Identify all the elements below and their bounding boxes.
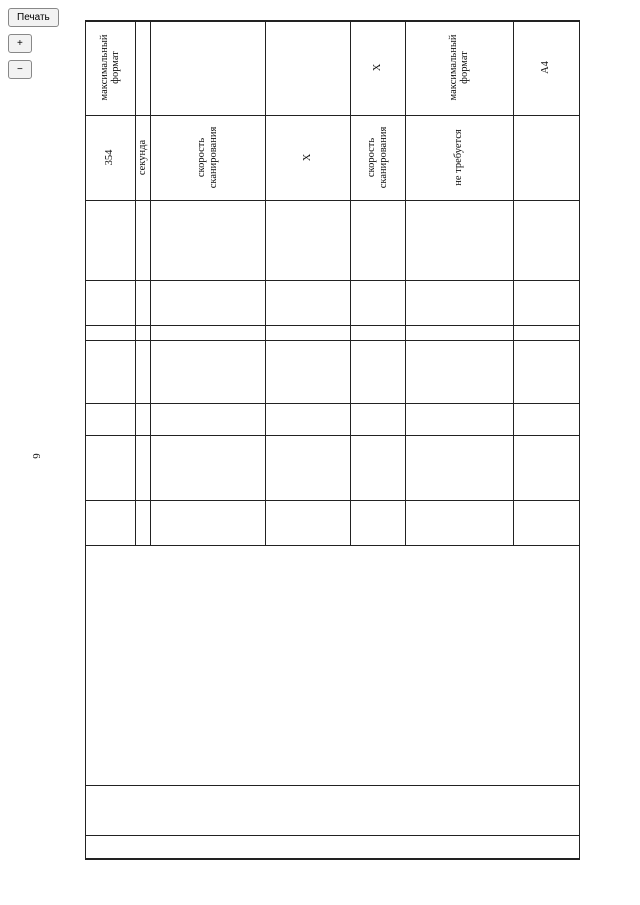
cell-code: 354 xyxy=(104,149,116,166)
cell-req: X xyxy=(301,153,313,162)
cell-value: А4 xyxy=(540,61,552,74)
cell-req: X xyxy=(371,63,383,72)
spec-table xyxy=(85,20,580,860)
cell-char2: скорость сканирования xyxy=(366,126,389,189)
cell-unit: секунда xyxy=(136,139,148,176)
cell-char2: максимальный формат xyxy=(447,34,470,101)
cell-value: не требуется xyxy=(453,129,465,186)
page-number: 6 xyxy=(29,453,42,459)
cell-char: максимальный формат xyxy=(98,34,121,101)
zoom-out-button[interactable]: − xyxy=(8,60,32,79)
cell-char: скорость сканирования xyxy=(196,126,219,189)
print-button[interactable]: Печать xyxy=(8,8,59,27)
zoom-in-button[interactable]: + xyxy=(8,34,32,53)
